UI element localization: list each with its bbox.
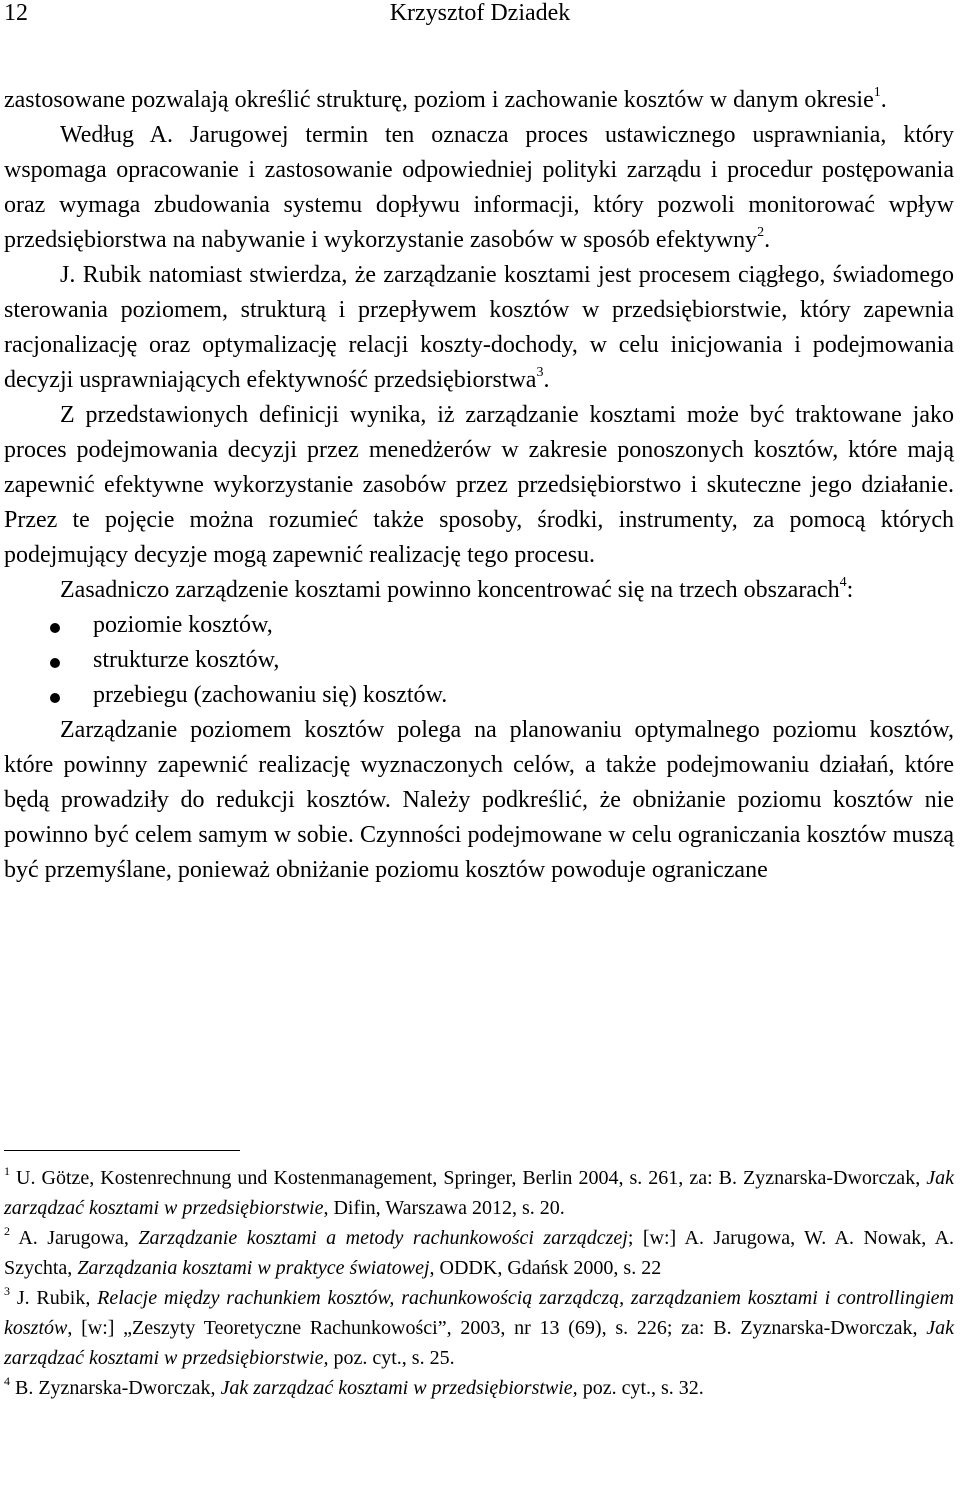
page-number: 12: [4, 0, 28, 26]
bullet-icon: [50, 623, 60, 633]
footnote-ref[interactable]: 4: [839, 575, 847, 590]
footnote: $^4$ B. Zyznarska-Dworczak, Jak zarządzać kosztami w przedsiębiorstwie, poz. cyt., s. 32.: [4, 1374, 704, 1399]
bullet-icon: [50, 658, 60, 668]
footnote: $^2$ A. Jarugowa, Zarządzanie kosztami a metody rachunkowości zarządczej; [w:] A. Jarugowa, W. A. Nowak, A. Szychta, Zarządzania kosztami w praktyce światowej, ODDK, Gdańsk 2000, s. 22: [4, 1224, 955, 1279]
footnote-ref[interactable]: 2: [757, 225, 765, 240]
footnotes: [4, 1163, 954, 1403]
body-text: [4, 83, 954, 888]
paragraph: Zasadniczo zarządzenie kosztami powinno koncentrować się na trzech obszarach$^4$:: [60, 575, 854, 603]
bullet-icon: [50, 693, 60, 703]
paragraph: zastosowane pozwalają określić strukturę, poziom i zachowanie kosztów w danym okresie$^1$.: [4, 85, 887, 113]
paragraph: J. Rubik natomiast stwierdza, że zarządzanie kosztami jest procesem ciągłego, świadomego sterowania poziomem, strukturą i przepływem kosztów w przedsiębiorstwie, który zapewnia racjonalizację oraz optymalizację relacji koszty-dochody, w celu inicjowania i podejmowania decyzji usprawniających efektywność przedsiębiorstwa$^3$.: [4, 262, 954, 393]
footnote-ref[interactable]: 3: [536, 365, 544, 380]
paragraph: Z przedstawionych definicji wynika, iż zarządzanie kosztami może być traktowane jako proces podejmowania decyzji przez menedżerów w zakresie ponoszonych kosztów, które mają zapewnić efektywne wykorzystanie zasobów przez przedsiębiorstwo i skuteczne jego działanie. Przez te pojęcie można rozumieć także sposoby, środki, instrumenty, za pomocą których podejmujący decyzje mogą zapewnić realizację tego procesu.: [4, 402, 954, 568]
footnote: $^3$ J. Rubik, Relacje między rachunkiem kosztów, rachunkowością zarządczą, zarządzaniem kosztami i controllingiem kosztów, [w:] „Zeszyty Teoretyczne Rachunkowości”, 2003, nr 13 (69), s. 226; za: B. Zyznarska-Dworczak, Jak zarządzać kosztami w przedsiębiorstwie, poz. cyt., s. 25.: [4, 1284, 954, 1369]
bullet-list: [4, 608, 954, 713]
list-item: poziomie kosztów,: [4, 608, 954, 643]
paragraph: Zarządzanie poziomem kosztów polega na planowaniu optymalnego poziomu kosztów, które powinny zapewnić realizację wyznaczonych celów, a także podejmowaniu działań, które będą prowadziły do redukcji kosztów. Należy podkreślić, że obniżanie poziomu kosztów nie powinno być celem samym w sobie. Czynności podejmowane w celu ograniczania kosztów muszą być przemyślane, ponieważ obniżanie poziomu kosztów powoduje ograniczane: [4, 717, 954, 883]
footnote-ref[interactable]: 1: [873, 85, 881, 100]
paragraph: Według A. Jarugowej termin ten oznacza proces ustawicznego usprawniania, który wspomaga opracowanie i zastosowanie odpowiedniej polityki zarządu i procedur postępowania oraz wymaga zbudowania systemu dopływu informacji, który pozwoli monitorować wpływ przedsiębiorstwa na nabywanie i wykorzystanie zasobów w sposób efektywny$^2$.: [4, 122, 954, 253]
list-item: przebiegu (zachowaniu się) kosztów.: [4, 678, 954, 713]
footnote: $^1$ U. Götze, Kostenrechnung und Kostenmanagement, Springer, Berlin 2004, s. 261, za: B. Zyznarska-Dworczak, Jak zarządzać kosztami w przedsiębiorstwie, Difin, Warszawa 2012, s. 20.: [4, 1164, 954, 1219]
running-head-author: Krzysztof Dziadek: [389, 0, 571, 26]
list-item: strukturze kosztów,: [4, 643, 954, 678]
footnote-separator: [4, 1150, 240, 1151]
page-header: [0, 0, 960, 30]
